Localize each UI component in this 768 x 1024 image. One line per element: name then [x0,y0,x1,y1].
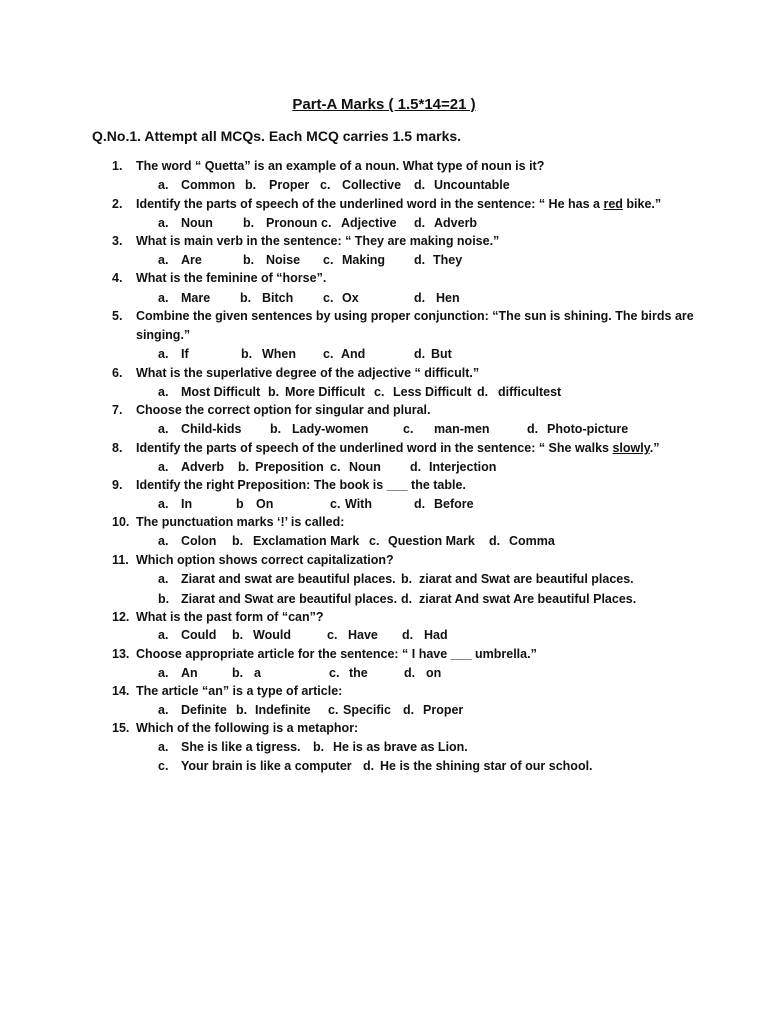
option-letter: c. [369,534,380,548]
question-11 [0,553,768,573]
option-letter: c. [327,628,338,642]
option-text: Adverb [434,216,478,230]
option-text: If [181,347,189,361]
question-number: 11. [112,553,129,567]
question-number: 13. [112,647,130,661]
option-text: Ziarat and Swat are beautiful places. [181,592,398,606]
option-letter: c. [323,253,334,267]
option-letter: c. [321,216,332,230]
option-text: Proper [423,703,464,717]
option-letter: a. [158,253,169,267]
option-letter: d. [414,291,426,305]
option-text: Noun [181,216,213,230]
option-letter: b. [158,592,170,606]
option-text: difficultest [498,385,562,399]
option-letter: b. [240,291,252,305]
question-number: 1. [112,159,123,173]
option-text: Photo-picture [547,422,629,436]
option-text: Adjective [341,216,397,230]
option-letter: d. [489,534,501,548]
question-12 [0,610,768,630]
question-1 [0,159,768,179]
option-text: When [262,347,297,361]
question-15 [0,721,768,741]
option-text: Indefinite [255,703,311,717]
option-letter: a. [158,291,169,305]
question-number: 6. [112,366,123,380]
option-text: Have [348,628,378,642]
option-letter: a. [158,178,169,192]
option-letter: b. [270,422,282,436]
option-text: He is as brave as Lion. [333,740,468,754]
option-text: Question Mark [388,534,475,548]
option-text: Ox [342,291,359,305]
option-letter: b. [401,572,413,586]
question-text: What is the superlative degree of the adjective “ difficult.” [136,366,480,380]
option-text: Before [434,497,474,511]
option-text: Adverb [181,460,225,474]
option-text: In [181,497,193,511]
option-letter: d. [410,460,422,474]
option-letter: b. [313,740,325,754]
option-letter: b. [245,178,257,192]
question-text: Which of the following is a metaphor: [136,721,359,735]
option-text: man-men [434,422,490,436]
option-text: on [426,666,442,680]
option-letter: b. [236,703,248,717]
option-text: Exclamation Mark [253,534,360,548]
question-text: The word “ Quetta” is an example of a noun. What type of noun is it? [136,159,545,173]
option-letter: b. [241,347,253,361]
option-text: Most Difficult [181,385,261,399]
option-letter: b. [243,253,255,267]
option-text: ziarat and Swat are beautiful places. [419,572,634,586]
option-letter: d. [363,759,375,773]
option-text: Interjection [429,460,497,474]
question-number: 4. [112,271,123,285]
question-text: The article “an” is a type of article: [136,684,343,698]
option-letter: a. [158,666,169,680]
option-letter: b. [232,534,244,548]
option-text: She is like a tigress. [181,740,301,754]
option-letter: d. [414,216,426,230]
option-letter: a. [158,534,169,548]
option-text: Less Difficult [393,385,472,399]
option-text: Specific [343,703,391,717]
option-text: And [341,347,366,361]
option-text: Colon [181,534,217,548]
option-letter: d. [404,666,416,680]
option-letter: b. [232,628,244,642]
option-text: the [349,666,368,680]
question-number: 12. [112,610,130,624]
option-letter: a. [158,216,169,230]
question-3 [0,234,768,254]
option-text: Noise [266,253,301,267]
option-text: Would [253,628,291,642]
option-text: Pronoun [266,216,318,230]
option-letter: c. [320,178,331,192]
option-letter: a. [158,703,169,717]
option-letter: c. [330,460,341,474]
question-text: What is the feminine of “horse”. [136,271,327,285]
option-letter: d. [414,253,426,267]
option-letter: b [236,497,244,511]
option-text: Hen [436,291,460,305]
option-text: Uncountable [434,178,510,192]
question-text: What is the past form of “can”? [136,610,324,624]
option-text: But [431,347,452,361]
option-text: Noun [349,460,381,474]
option-text: Definite [181,703,227,717]
option-letter: a. [158,740,169,754]
option-letter: c. [323,347,334,361]
option-text: Collective [342,178,402,192]
option-text: Common [181,178,236,192]
option-letter: b. [268,385,280,399]
option-letter: c. [328,703,339,717]
question-text: The punctuation marks ‘!’ is called: [136,515,345,529]
question-number: 14. [112,684,130,698]
option-letter: b. [232,666,244,680]
option-letter: a. [158,460,169,474]
question-text: Which option shows correct capitalization? [136,553,394,567]
option-letter: d. [477,385,489,399]
option-text: Comma [509,534,555,548]
page-title: Part-A Marks ( 1.5*14=21 ) [292,96,476,113]
question-text: What is main verb in the sentence: “ They are making noise.” [136,234,500,248]
option-letter: a. [158,497,169,511]
question-text: Combine the given sentences by using proper conjunction: “The sun is shining. The birds are [136,309,694,323]
option-letter: c. [329,666,340,680]
question-text: Identify the right Preposition: The book is ___ the table. [136,478,466,492]
question-9 [0,478,768,498]
question-text: Choose appropriate article for the sentence: “ I have ___ umbrella.” [136,647,537,661]
option-letter: c. [158,759,169,773]
question-14 [0,684,768,704]
option-text: Preposition [255,460,324,474]
option-text: Proper [269,178,310,192]
question-13 [0,647,768,667]
option-letter: c. [323,291,334,305]
option-text: With [345,497,372,511]
option-letter: a. [158,628,169,642]
question-number: 15. [112,721,130,735]
question-number: 7. [112,403,123,417]
option-letter: d. [402,628,414,642]
option-letter: c. [403,422,414,436]
question-8 [0,441,768,461]
question-2 [0,197,768,217]
question-number: 8. [112,441,123,455]
question-text: Identify the parts of speech of the underlined word in the sentence: “ He has a red bike.” [136,197,662,211]
option-text: More Difficult [285,385,365,399]
option-letter: a. [158,385,169,399]
option-letter: b. [238,460,250,474]
option-text: Mare [181,291,211,305]
instruction-text: Q.No.1. Attempt all MCQs. Each MCQ carries 1.5 marks. [92,128,462,144]
option-text: They [433,253,463,267]
option-text: Your brain is like a computer [181,759,352,773]
option-letter: d. [401,592,413,606]
question-number: 10. [112,515,130,529]
question-5 [0,309,768,342]
underlined-word: slowly [612,441,650,455]
option-letter: d. [414,347,426,361]
option-letter: d. [414,497,426,511]
option-text: a [254,666,261,680]
option-text: Child-kids [181,422,242,436]
option-text: On [256,497,274,511]
option-text: Had [424,628,448,642]
option-text: Ziarat and swat are beautiful places. [181,572,396,586]
option-text: ziarat And swat Are beautiful Places. [419,592,637,606]
question-7 [0,403,768,423]
underlined-word: red [603,197,623,211]
question-text-continued: singing.” [136,328,191,342]
option-letter: a. [158,572,169,586]
option-text: Bitch [262,291,294,305]
question-4 [0,271,768,291]
option-text: Are [181,253,202,267]
option-letter: c. [330,497,341,511]
option-letter: d. [403,703,415,717]
option-letter: d. [414,178,426,192]
option-text: Could [181,628,217,642]
option-letter: c. [374,385,385,399]
option-letter: b. [243,216,255,230]
option-text: Lady-women [292,422,369,436]
question-6 [0,366,768,386]
option-text: An [181,666,198,680]
option-text: He is the shining star of our school. [380,759,593,773]
option-letter: d. [527,422,539,436]
question-number: 2. [112,197,123,211]
question-number: 9. [112,478,123,492]
option-letter: a. [158,347,169,361]
question-10 [0,515,768,535]
question-text: Choose the correct option for singular and plural. [136,403,431,417]
option-letter: a. [158,422,169,436]
question-number: 5. [112,309,123,323]
option-text: Making [342,253,386,267]
question-text: Identify the parts of speech of the underlined word in the sentence: “ She walks slowly.” [136,441,660,455]
question-number: 3. [112,234,123,248]
